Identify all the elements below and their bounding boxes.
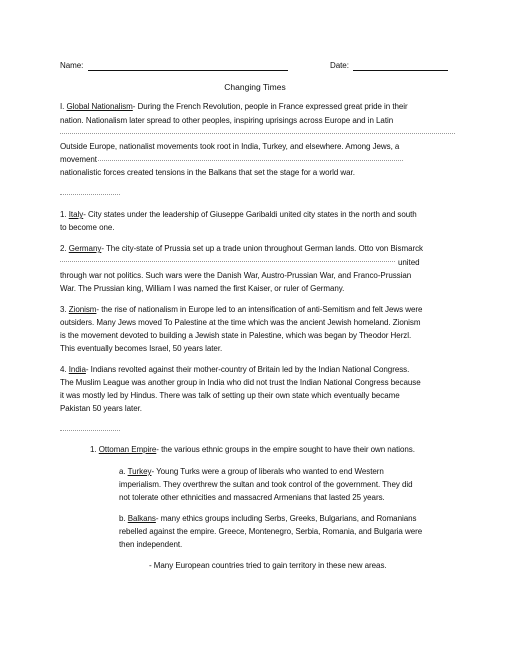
item-india-line-2: The Muslim League was another group in India who did not trust the Indian National Congress because — [60, 378, 421, 387]
turkey-line-3: not tolerate other ethnicities and massacred Armenians that lasted 25 years. — [119, 493, 385, 502]
item-zionism-line-3: is the movement devoted to building a Jewish state in Palestine, which was began by Theodor Herzl. — [60, 331, 412, 340]
dotted-gap — [60, 125, 455, 134]
dotted-gap — [60, 422, 120, 431]
section-1-heading: Global Nationalism — [66, 102, 133, 111]
item-india-line-3: it was mostly led by Hindus. There was talk of setting up their own state which eventually became — [60, 391, 400, 400]
italy-heading: Italy — [68, 210, 84, 219]
india-heading: India — [68, 365, 86, 374]
section-1-line-1: I. Global Nationalism- During the French Revolution, people in France expressed great pride in their — [60, 102, 408, 111]
zionism-heading: Zionism — [68, 305, 97, 314]
item-germany-line-1: 2. Germany- The city-state of Prussia set up a trade union throughout German lands. Otto von Bismarck — [60, 244, 423, 253]
item-germany-line-2: united — [398, 258, 420, 267]
section-1-line-3: Outside Europe, nationalist movements took root in India, Turkey, and elsewhere. Among Jews, a — [60, 142, 400, 151]
date-blank — [353, 69, 448, 71]
dotted-gap — [60, 186, 120, 195]
item-germany-line-3: through war not politics. Such wars were the Danish War, Austro-Prussian War, and Franco-Prussian — [60, 271, 412, 280]
item-germany-line-4: War. The Prussian king, William I was named the first Kaiser, or ruler of Germany. — [60, 284, 345, 293]
item-india-line-1: 4. India- Indians revolted against their mother-country of Britain led by the Indian National Congress. — [60, 365, 410, 374]
date-label: Date: — [330, 61, 349, 70]
ottoman-line-1: 1. Ottoman Empire- the various ethnic groups in the empire sought to have their own nations. — [90, 445, 415, 454]
turkey-line-2: imperialism. They overthrew the sultan and took control of the government. They did — [119, 480, 413, 489]
page-title: Changing Times — [224, 82, 286, 92]
balkans-line-2: rebelled against the empire. Greece, Montenegro, Serbia, Romania, and Bulgaria were — [119, 527, 423, 536]
dotted-gap — [60, 253, 395, 262]
ottoman-heading: Ottoman Empire — [98, 445, 157, 454]
turkey-line-1: a. Turkey- Young Turks were a group of liberals who wanted to end Western — [119, 467, 384, 476]
item-zionism-line-1: 3. Zionism- the rise of nationalism in Europe led to an intensification of anti-Semitism and felt Jews were — [60, 305, 423, 314]
balkans-heading: Balkans — [127, 514, 156, 523]
balkans-line-3: then independent. — [119, 540, 183, 549]
item-italy-line-1: 1. Italy- City states under the leadership of Giuseppe Garibaldi united city states in the north and south — [60, 210, 417, 219]
name-label: Name: — [60, 61, 84, 70]
item-india-line-4: Pakistan 50 years later. — [60, 404, 142, 413]
balkans-line-1: b. Balkans- many ethics groups including Serbs, Greeks, Bulgarians, and Romanians — [119, 514, 417, 523]
section-1-line-2: nation. Nationalism later spread to other peoples, inspiring uprisings across Europe and in Latin — [60, 116, 394, 125]
name-blank — [88, 69, 288, 71]
item-italy-line-2: to become one. — [60, 223, 115, 232]
section-1-line-5: nationalistic forces created tensions in the Balkans that set the stage for a world war. — [60, 168, 355, 177]
closing-note: - Many European countries tried to gain territory in these new areas. — [149, 561, 387, 570]
turkey-heading: Turkey — [127, 467, 152, 476]
dotted-gap — [98, 152, 403, 161]
germany-heading: Germany — [68, 244, 102, 253]
item-zionism-line-2: outsiders. Many Jews moved To Palestine at the time which was the ancient Jewish homeland. Zionism — [60, 318, 421, 327]
section-1-line-4: movement — [60, 155, 97, 164]
item-zionism-line-4: This eventually becomes Israel, 50 years later. — [60, 344, 223, 353]
